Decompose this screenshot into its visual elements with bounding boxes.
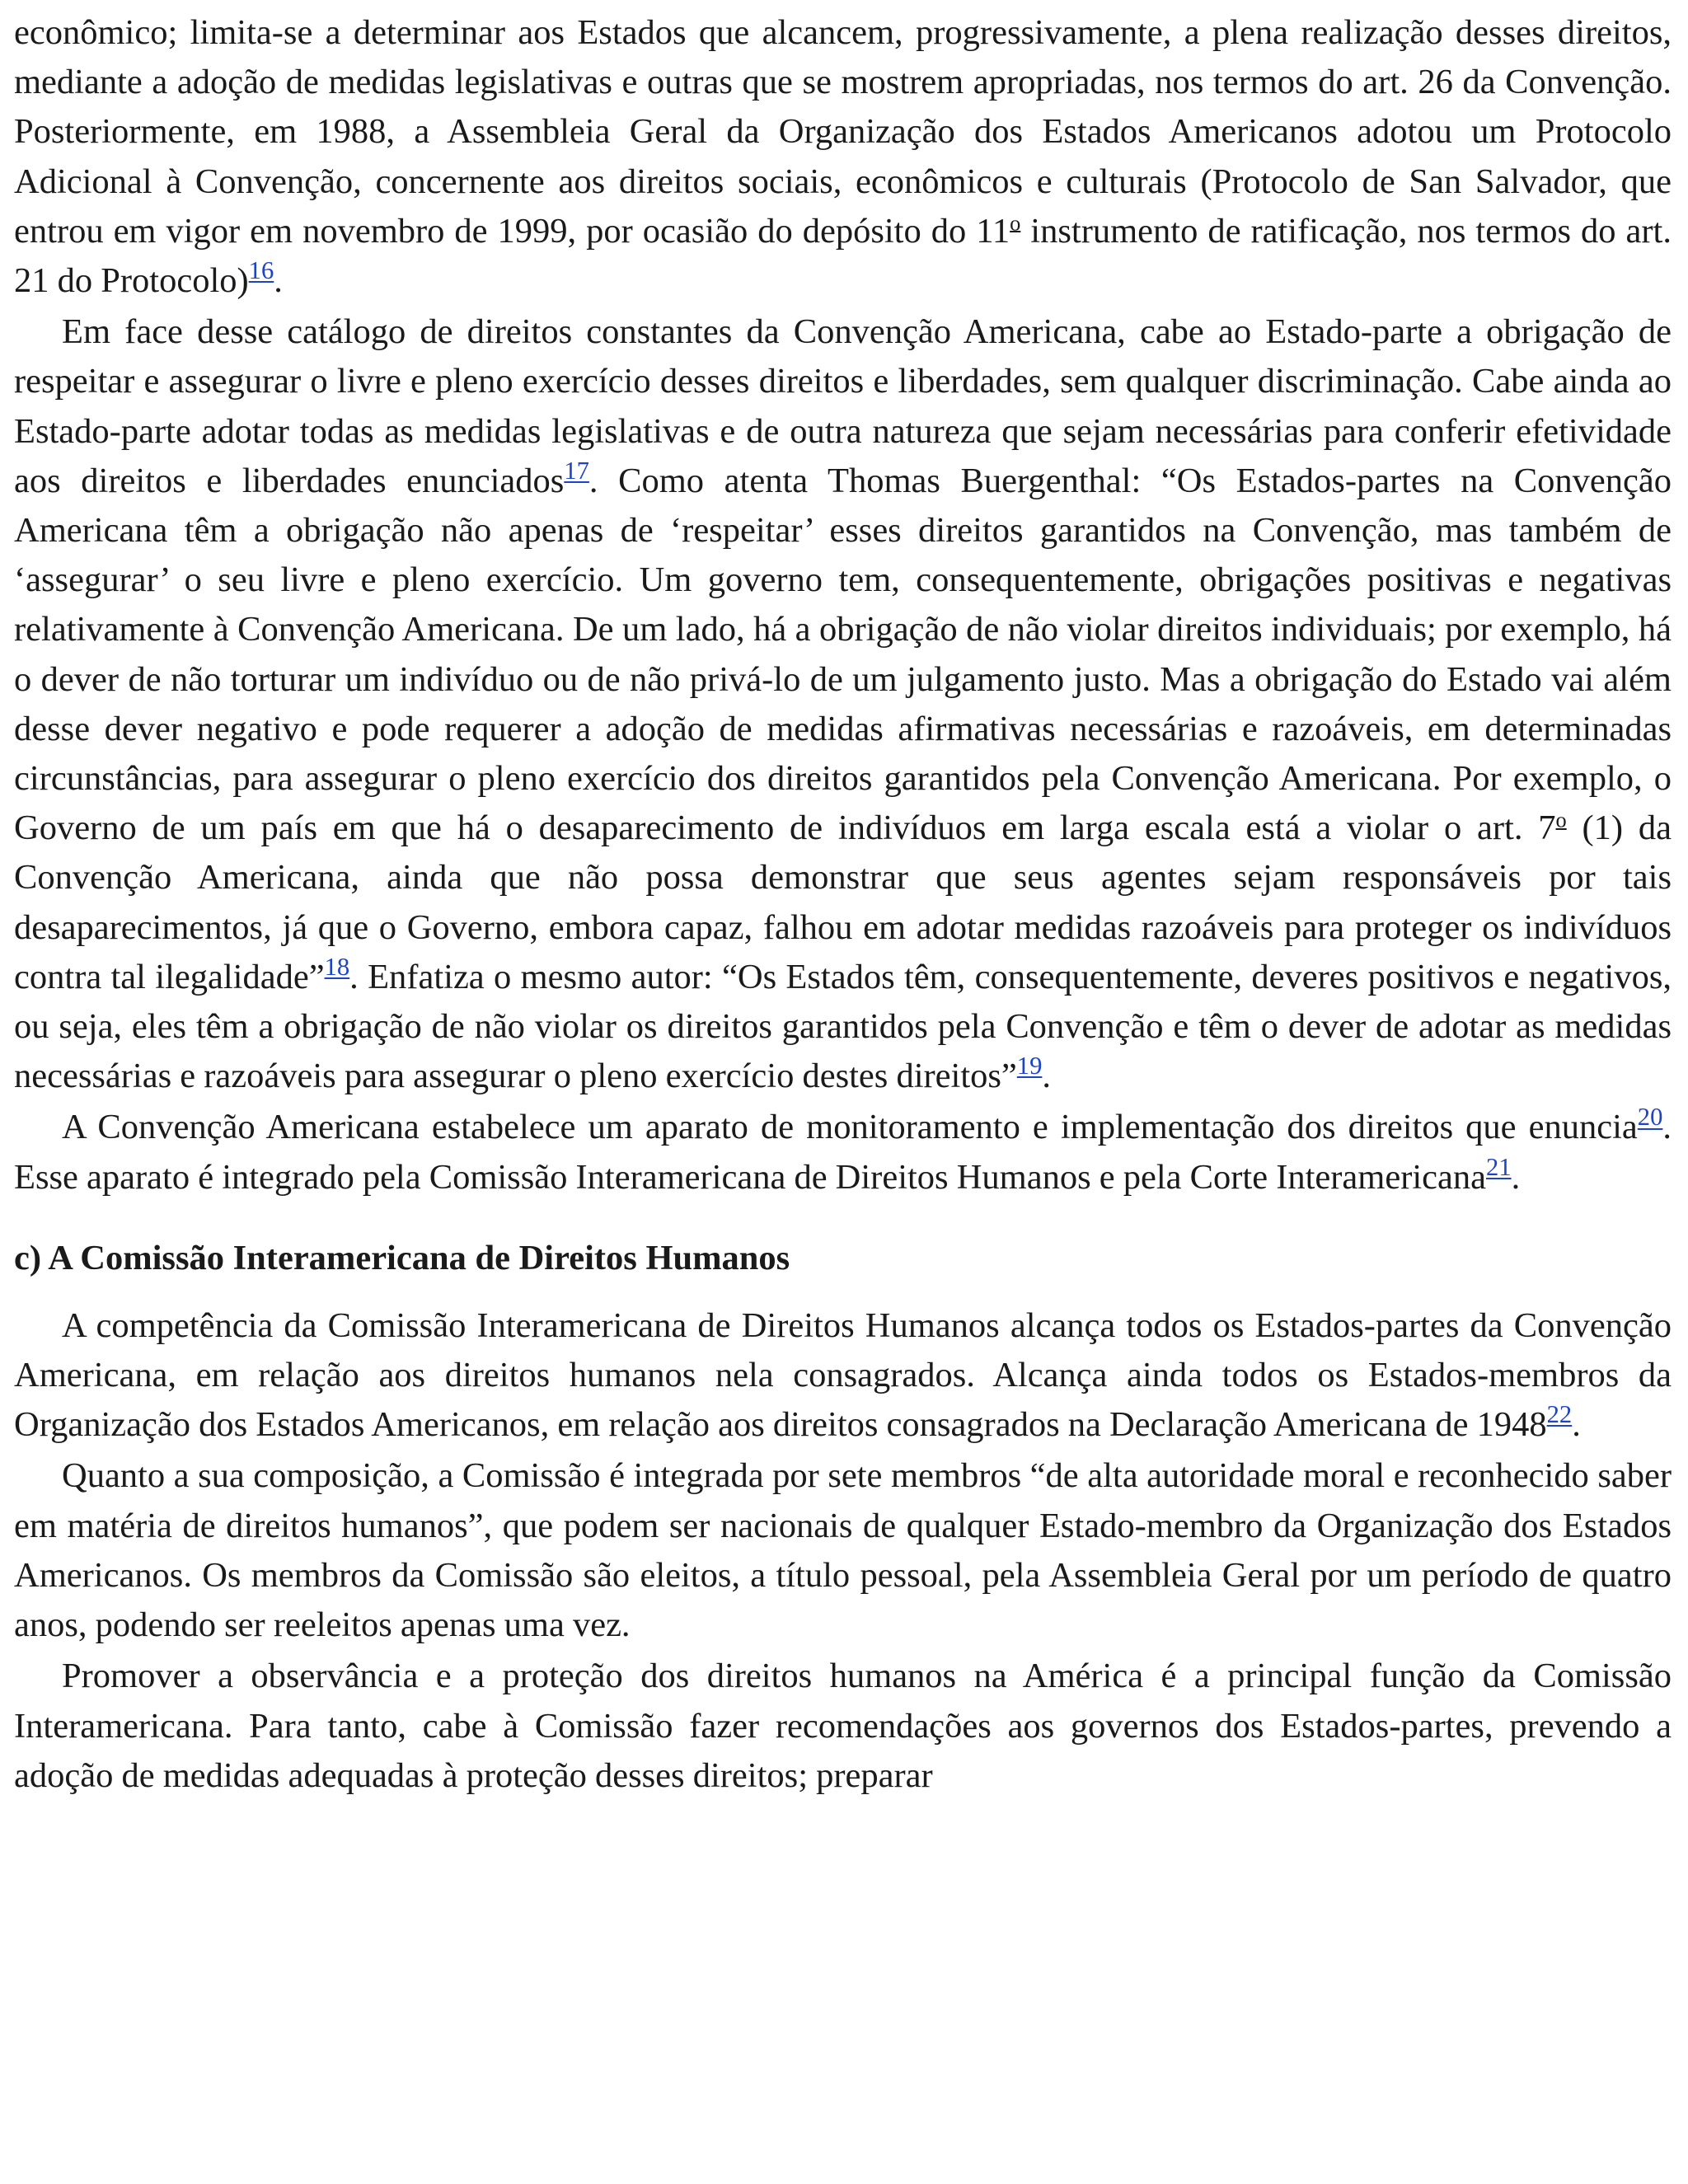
paragraph-text: instrumento de ratificação, nos termos do art. 21 do Protocolo) xyxy=(14,211,1672,301)
footnote-link-17[interactable]: 17 xyxy=(564,456,589,485)
paragraph-text: Promover a observância e a proteção dos direitos humanos na América é a principal função da Comissão Interamericana. Para tanto, cabe à Comissão fazer recomendações aos governos dos Estados-partes, prevendo a adoção de medidas adequadas à proteção desses direitos; preparar xyxy=(14,1657,1672,1795)
paragraph-text: . xyxy=(1572,1405,1581,1445)
paragraph-text: . Enfatiza o mesmo autor: “Os Estados têm, consequentemente, deveres positivos e negativos, ou seja, eles têm a obrigação de não violar os direitos garantidos pela Convenção e têm o dever de adotar as medidas necessárias e razoáveis para assegurar o pleno exercício destes direitos” xyxy=(14,957,1672,1096)
footnote-link-18[interactable]: 18 xyxy=(324,952,350,981)
paragraph-text: Em face desse catálogo de direitos constantes da Convenção Americana, cabe ao Estado-parte a obrigação de respeitar e assegurar o livre e pleno exercício desses direitos e liberdades, sem qualquer discriminação. Cabe ainda ao Estado-parte adotar todas as medidas legislativas e de outra natureza que sejam necessárias para conferir efetividade aos direitos e liberdades enunciados xyxy=(14,312,1672,500)
ordinal-indicator: o xyxy=(1010,211,1021,236)
section-paragraph-1 xyxy=(14,1301,1672,1451)
paragraph-text: A competência da Comissão Interamericana de Direitos Humanos alcança todos os Estados-partes da Convenção Americana, em relação aos direitos humanos nela consagrados. Alcança ainda todos os Estados-membros da Organização dos Estados Americanos, em relação aos direitos consagrados na Declaração Americana de 1948 xyxy=(14,1305,1672,1445)
paragraph-text: . xyxy=(274,261,283,301)
paragraph-2 xyxy=(14,307,1672,1101)
paragraph-text: . xyxy=(1511,1157,1521,1197)
paragraph-text: . Como atenta Thomas Buergenthal: “Os Estados-partes na Convenção Americana têm a obrigação não apenas de ‘respeitar’ esses direitos garantidos na Convenção, mas também de ‘assegurar’ o seu livre e pleno exercício. Um governo tem, consequentemente, obrigações positivas e negativas relativamente à Convenção Americana. De um lado, há a obrigação de não violar direitos individuais; por exemplo, há o dever de não torturar um indivíduo ou de não privá-lo de um julgamento justo. Mas a obrigação do Estado vai além desse dever negativo e pode requerer a adoção de medidas afirmativas necessárias e razoáveis, em determinadas circunstâncias, para assegurar o pleno exercício dos direitos garantidos pela Convenção Americana. Por exemplo, o Governo de um país em que há o desaparecimento de indivíduos em larga escala está a violar o art. 7 xyxy=(14,461,1672,848)
paragraph-text: econômico; limita-se a determinar aos Estados que alcancem, progressivamente, a plena realização desses direitos, mediante a adoção de medidas legislativas e outras que se mostrem apropriadas, nos termos do art. 26 da Convenção. Posteriormente, em 1988, a Assembleia Geral da Organização dos Estados Americanos adotou um Protocolo Adicional à Convenção, concernente aos direitos sociais, econômicos e culturais (Protocolo de San Salvador, que entrou em vigor em novembro de 1999, por ocasião do depósito do 11 xyxy=(14,13,1672,251)
paragraph-text: Quanto a sua composição, a Comissão é integrada por sete membros “de alta autoridade moral e reconhecido saber em matéria de direitos humanos”, que podem ser nacionais de qualquer Estado-membro da Organização dos Estados Americanos. Os membros da Comissão são eleitos, a título pessoal, pela Assembleia Geral por um período de quatro anos, podendo ser reeleitos apenas uma vez. xyxy=(14,1456,1672,1645)
paragraph-text: . xyxy=(1042,1057,1052,1096)
footnote-link-16[interactable]: 16 xyxy=(248,256,274,285)
section-paragraph-3 xyxy=(14,1652,1672,1801)
footnote-link-19[interactable]: 19 xyxy=(1016,1052,1043,1080)
paragraph-text: . Esse aparato é integrado pela Comissão Interamericana de Direitos Humanos e pela Corte Interamericana xyxy=(14,1108,1672,1197)
footnote-link-20[interactable]: 20 xyxy=(1637,1103,1663,1132)
paragraph-3 xyxy=(14,1103,1672,1202)
section-heading: c) A Comissão Interamericana de Direitos Humanos xyxy=(14,1238,790,1277)
paragraph-1 xyxy=(14,8,1672,306)
paragraph-text: A Convenção Americana estabelece um aparato de monitoramento e implementação dos direitos que enuncia xyxy=(62,1108,1638,1147)
ordinal-indicator: o xyxy=(1555,808,1567,832)
footnote-link-21[interactable]: 21 xyxy=(1486,1152,1512,1181)
paragraph-text: (1) da Convenção Americana, ainda que não possa demonstrar que seus agentes sejam responsáveis por tais desaparecimentos, já que o Governo, embora capaz, falhou em adotar medidas razoáveis para proteger os indivíduos contra tal ilegalidade” xyxy=(14,808,1672,996)
footnote-link-22[interactable]: 22 xyxy=(1546,1400,1573,1429)
section-paragraph-2 xyxy=(14,1451,1672,1650)
